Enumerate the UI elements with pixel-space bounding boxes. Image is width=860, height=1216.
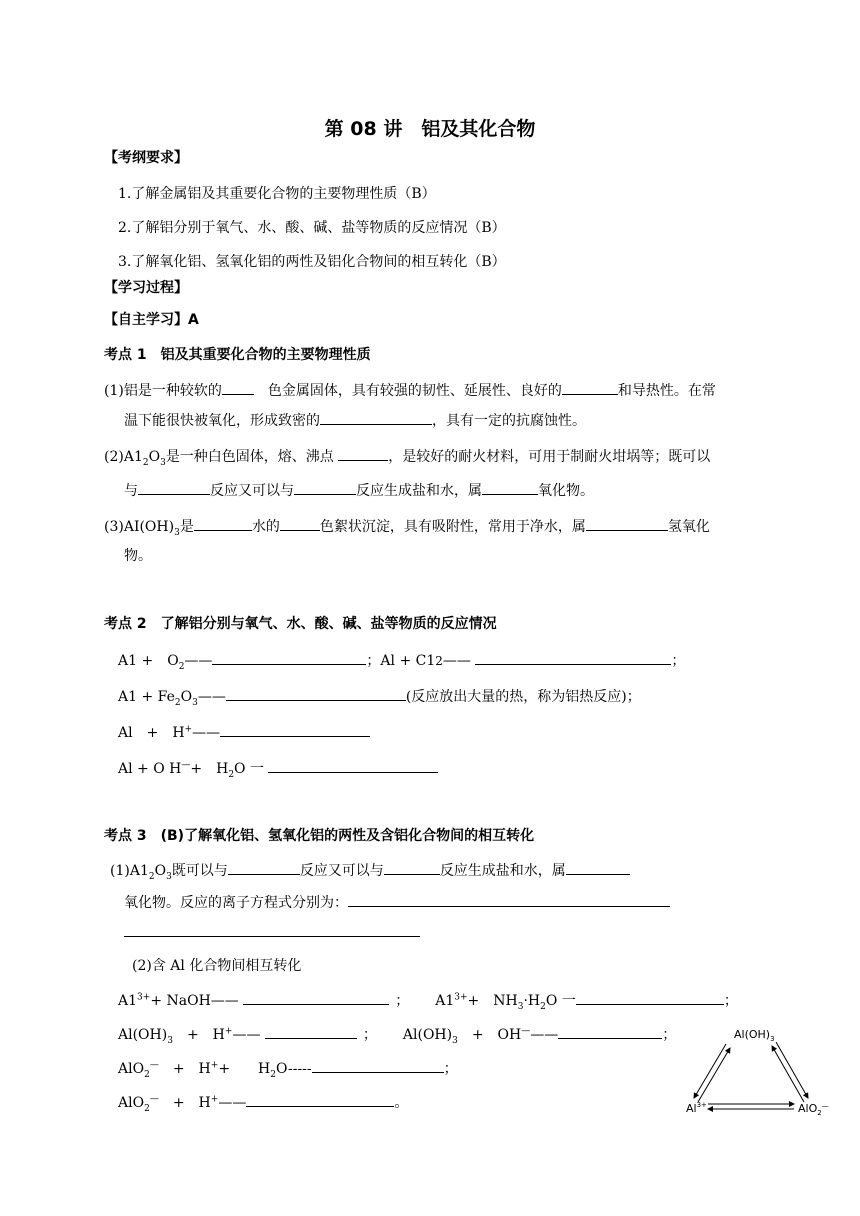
blank[interactable] — [586, 516, 668, 531]
blank[interactable] — [562, 380, 618, 395]
diagram-label-aloh3: $Al(OH)_3$ — [734, 1028, 775, 1043]
requirement-2: 2.了解铝分别于氧气、水、酸、碱、盐等物质的反应情况（B） — [118, 220, 506, 236]
point2-reaction-1: A1 + $O_2——$ ；Al + C12—— ； — [118, 650, 685, 671]
section-self-study-heading: 【自主学习】A — [104, 312, 199, 328]
point1-heading: 考点 1 铝及其重要化合物的主要物理性质 — [104, 347, 371, 363]
blank[interactable] — [566, 860, 630, 875]
blank[interactable] — [212, 650, 366, 665]
blank[interactable] — [338, 446, 388, 461]
diagram-label-al3plus: $Al^{3+}$ — [686, 1101, 707, 1115]
point1-q1-line2: 温下能很快被氧化，形成致密的 ，具有一定的抗腐蚀性。 — [124, 410, 586, 431]
blank[interactable] — [576, 990, 724, 1005]
arrow-line — [698, 1048, 730, 1102]
point3-p1-line3 — [124, 922, 420, 943]
blank[interactable] — [243, 990, 389, 1005]
blank[interactable] — [384, 860, 440, 875]
point1-q2-line2: 与 反应又可以与 反应生成盐和水，属 氧化物。 — [124, 480, 594, 501]
blank[interactable] — [220, 722, 370, 737]
blank[interactable] — [320, 410, 432, 425]
point3-p2: (2)含 Al 化合物间相互转化 — [132, 958, 302, 974]
arrow-line — [776, 1042, 808, 1098]
requirement-3: 3.了解氧化铝、氢氧化铝的两性及铝化合物间的相互转化（B） — [118, 254, 506, 270]
blank[interactable] — [228, 860, 300, 875]
point1-q3-line1: $(3)AI(OH)_3$是 水的 色絮状沉淀，具有吸附性，常用于净水，属 氢氧化 — [104, 516, 710, 537]
blank[interactable] — [138, 480, 210, 495]
point1-q2-line1: $(2)A1_2O_3$是一种白色固体，熔、沸点 ，是较好的耐火材料，可用于制耐火坩埚等；既可以 — [104, 446, 710, 467]
blank[interactable] — [124, 922, 420, 937]
arrow-line — [694, 1044, 726, 1098]
point3-p1-line2: 氧化物。反应的离子方程式分别为： — [124, 892, 670, 913]
aluminum-conversion-triangle-diagram — [686, 1024, 838, 1120]
blank[interactable] — [246, 1092, 394, 1107]
blank[interactable] — [475, 650, 671, 665]
blank[interactable] — [280, 516, 320, 531]
blank[interactable] — [482, 480, 538, 495]
point2-reaction-3: Al + H+—— — [118, 722, 370, 743]
blank[interactable] — [312, 1058, 444, 1073]
point1-q3-line2: 物。 — [124, 548, 152, 564]
section-outline-heading: 【考纲要求】 — [104, 150, 188, 166]
blank[interactable] — [348, 892, 670, 907]
blank[interactable] — [265, 1024, 357, 1039]
point3-equation-1: $A1^{3+}+$ NaOH—— ； $A1^{3+}+$ $NH_3\cdot H_2O$ 一 ； — [118, 990, 738, 1011]
point2-reaction-2: $A1 + Fe_2O_3——$ (反应放出大量的热，称为铝热反应)； — [118, 686, 641, 707]
point3-equation-4: AlO$_2$— + H+—— 。 — [118, 1092, 408, 1113]
point3-heading: 考点 3 (B)了解氧化铝、氢氧化铝的两性及含铝化合物间的相互转化 — [104, 828, 535, 844]
arrow-line — [772, 1046, 804, 1102]
point3-p1-line1: $(1)A1_2O_3$既可以与 反应又可以与 反应生成盐和水，属 — [110, 860, 630, 881]
section-process-heading: 【学习过程】 — [104, 280, 188, 296]
blank[interactable] — [558, 1024, 662, 1039]
blank[interactable] — [226, 686, 406, 701]
point2-reaction-4: Al + O H—+ $H_2O$ 一 — [118, 758, 438, 779]
point1-q1-line1: (1)铝是一种较软的 色金属固体，具有较强的韧性、延展性、良好的 和导热性。在常 — [104, 380, 716, 401]
blank[interactable] — [268, 758, 438, 773]
diagram-label-alo2minus: AlO$_2$— — [798, 1102, 829, 1117]
page-title: 第 08 讲 铝及其化合物 — [324, 118, 536, 140]
point2-heading: 考点 2 了解铝分别与氧气、水、酸、碱、盐等物质的反应情况 — [104, 616, 497, 632]
blank[interactable] — [194, 516, 252, 531]
point3-equation-3: AlO$_2$— + H++ $H_2O-----$ ； — [118, 1058, 458, 1079]
blank[interactable] — [222, 380, 254, 395]
point3-equation-2: $Al(OH)_3$ + H+—— ； $Al(OH)_3$ + OH——— ； — [118, 1024, 676, 1045]
blank[interactable] — [294, 480, 356, 495]
requirement-1: 1.了解金属铝及其重要化合物的主要物理性质（B） — [118, 186, 436, 202]
